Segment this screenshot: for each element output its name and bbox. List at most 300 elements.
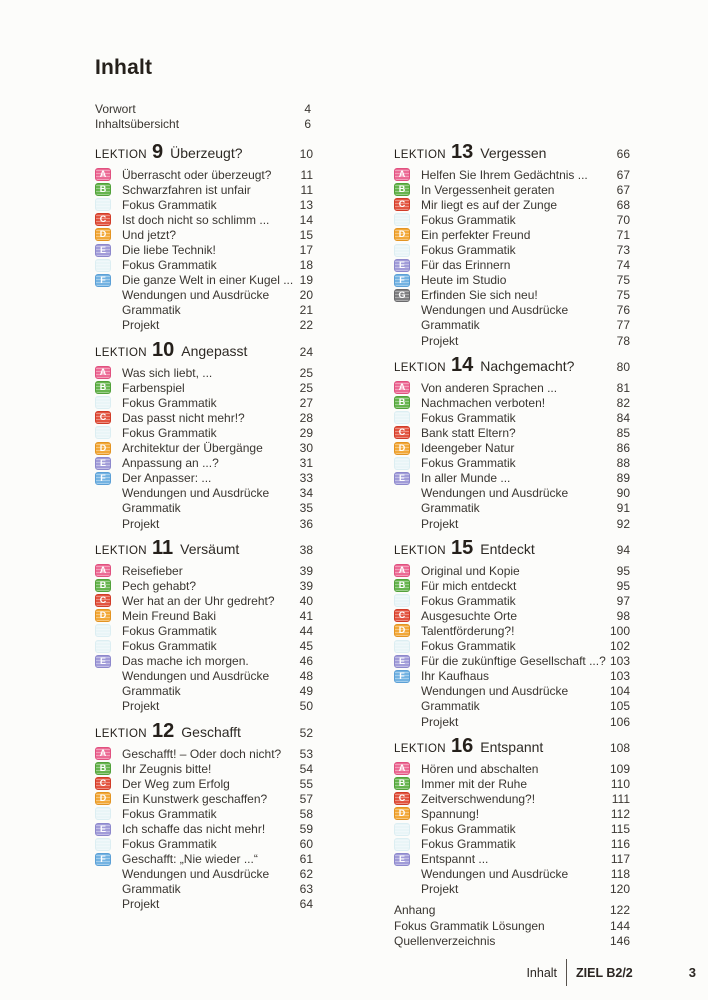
lesson-item: [95, 608, 313, 623]
section-letter-badge: D: [95, 442, 111, 455]
lesson-items: [95, 365, 313, 531]
lesson-item-title: Die ganze Welt in einer Kugel ...: [122, 273, 294, 288]
lesson-item-page: 57: [299, 791, 313, 806]
lesson-item-title: Grammatik: [122, 303, 181, 318]
lesson-item-page: 48: [299, 669, 313, 684]
lesson-item-title: Grammatik: [122, 684, 181, 699]
section-letter-badge: B: [394, 183, 410, 196]
lesson-item-title: Anpassung an ...?: [122, 456, 219, 471]
lesson-item-page: 84: [616, 410, 630, 425]
fokus-grammatik-badge: [394, 823, 410, 836]
lesson-item-title: Das passt nicht mehr!?: [122, 410, 245, 425]
lesson-item: [394, 761, 630, 776]
section-letter-badge: F: [95, 472, 111, 485]
lesson-item-title: Mein Freund Baki: [122, 608, 217, 623]
lesson-item: [95, 623, 313, 638]
lesson-item: [95, 806, 313, 821]
lesson-item-title: Und jetzt?: [122, 227, 177, 242]
section-letter-badge: A: [394, 168, 410, 181]
lesson-item: [394, 699, 630, 714]
lesson-item-title: Wendungen und Ausdrücke: [421, 486, 569, 501]
lesson-number: 14: [451, 354, 474, 377]
lesson-item-page: 86: [616, 441, 630, 456]
lesson-block: [394, 537, 630, 729]
lesson-item-page: 68: [616, 197, 630, 212]
section-letter-badge: C: [95, 594, 111, 607]
lesson-item: [394, 806, 630, 821]
fokus-grammatik-badge: [95, 426, 111, 439]
lesson-item: [95, 882, 313, 897]
lesson-item-title: Spannung!: [421, 806, 480, 821]
lesson-item: [95, 837, 313, 852]
lesson-title: Versäumt: [180, 541, 240, 558]
lesson-item: [394, 684, 630, 699]
lesson-item-title: Geschafft: „Nie wieder ...“: [122, 852, 258, 867]
footer-page-number: 3: [688, 965, 696, 980]
section-letter-badge: A: [95, 747, 111, 760]
lesson-item-title: Fokus Grammatik: [421, 639, 516, 654]
section-letter-badge: A: [394, 762, 410, 775]
lesson-item-title: Für die zukünftige Gesellschaft ...?: [421, 654, 606, 669]
lesson-page: 38: [299, 543, 313, 558]
lesson-item-page: 19: [299, 273, 313, 288]
lesson-item: [394, 578, 630, 593]
lesson-item: [95, 471, 313, 486]
lesson-item: [394, 882, 630, 897]
lesson-block: [95, 537, 313, 714]
section-letter-badge: D: [394, 228, 410, 241]
lesson-item: [394, 410, 630, 425]
lesson-title: Nachgemacht?: [480, 358, 575, 375]
lesson-item: [95, 273, 313, 288]
section-letter-badge: C: [394, 792, 410, 805]
toc-entry: [394, 903, 630, 918]
lesson-items: [394, 761, 630, 897]
lesson-item-title: Projekt: [421, 333, 459, 348]
fokus-grammatik-badge: [95, 838, 111, 851]
lesson-label: LEKTION: [394, 545, 447, 558]
section-letter-badge: C: [394, 426, 410, 439]
lesson-item-title: Talentförderung?!: [421, 623, 515, 638]
lesson-item: [95, 425, 313, 440]
lesson-item-page: 45: [299, 639, 313, 654]
lesson-item: [95, 501, 313, 516]
lesson-item-title: Original und Kopie: [421, 563, 520, 578]
lesson-item-page: 85: [616, 425, 630, 440]
lesson-block: [394, 354, 630, 531]
lesson-page: 80: [616, 360, 630, 375]
lesson-item-page: 103: [609, 654, 630, 669]
lesson-block: [95, 339, 313, 531]
lesson-item-page: 46: [299, 654, 313, 669]
lesson-item: [394, 791, 630, 806]
lesson-item-page: 15: [299, 227, 313, 242]
lesson-item-page: 112: [610, 806, 630, 821]
lesson-item-page: 62: [299, 867, 313, 882]
lesson-item: [95, 578, 313, 593]
lesson-items: [95, 167, 313, 333]
lesson-number: 9: [152, 141, 164, 163]
section-letter-badge: F: [95, 853, 111, 866]
lesson-item-title: Wendungen und Ausdrücke: [122, 486, 270, 501]
lesson-item: [95, 897, 313, 912]
lesson-item: [394, 837, 630, 852]
lesson-header: [394, 735, 630, 757]
lesson-item-title: Fokus Grammatik: [122, 258, 217, 273]
lesson-item-title: Fokus Grammatik: [122, 837, 217, 852]
lesson-item: [95, 852, 313, 867]
lesson-item: [394, 456, 630, 471]
lesson-item-page: 110: [610, 776, 630, 791]
section-letter-badge: A: [95, 168, 111, 181]
lesson-items: [394, 167, 630, 348]
lesson-item-title: Reisefieber: [122, 563, 183, 578]
section-letter-badge: F: [394, 274, 410, 287]
section-letter-badge: E: [95, 655, 111, 668]
toc-column-left: [95, 141, 313, 918]
lesson-item-title: Fokus Grammatik: [421, 837, 516, 852]
lesson-item-title: Der Anpasser: ...: [122, 471, 212, 486]
lesson-title: Geschafft: [181, 724, 241, 740]
lesson-item-page: 33: [299, 471, 313, 486]
lesson-item: [95, 380, 313, 395]
lesson-item: [95, 456, 313, 471]
lesson-item-page: 67: [616, 182, 630, 197]
lesson-item-page: 71: [616, 227, 630, 242]
lesson-item-title: Fokus Grammatik: [421, 243, 516, 258]
lesson-item-title: Grammatik: [122, 882, 181, 897]
section-letter-badge: B: [95, 579, 111, 592]
lesson-item-page: 111: [611, 791, 630, 806]
section-letter-badge: A: [95, 366, 111, 379]
lesson-title: Angepasst: [181, 343, 248, 360]
fokus-grammatik-badge: [95, 396, 111, 409]
lesson-header: [394, 354, 630, 376]
section-letter-badge: D: [394, 442, 410, 455]
lesson-item-title: Grammatik: [421, 699, 480, 714]
lesson-item: [394, 182, 630, 197]
lesson-item-page: 20: [299, 288, 313, 303]
lesson-number: 16: [451, 735, 474, 758]
lesson-label: LEKTION: [95, 728, 148, 740]
lesson-block: [394, 735, 630, 897]
section-letter-badge: D: [394, 807, 410, 820]
lesson-item-title: Fokus Grammatik: [122, 639, 217, 654]
fokus-grammatik-badge: [95, 259, 111, 272]
lesson-item-page: 103: [609, 669, 630, 684]
lesson-item-title: Fokus Grammatik: [122, 623, 217, 638]
lesson-item: [394, 486, 630, 501]
lesson-item: [394, 395, 630, 410]
lesson-item-page: 118: [610, 867, 630, 882]
lesson-item: [394, 227, 630, 242]
toc-entry-page: 6: [304, 116, 311, 131]
lesson-item: [394, 318, 630, 333]
lesson-header: [95, 537, 313, 559]
toc-entry-label: Inhaltsübersicht: [95, 116, 180, 131]
lesson-item-page: 109: [609, 761, 630, 776]
section-letter-badge: C: [95, 411, 111, 424]
lesson-item-title: Der Weg zum Erfolg: [122, 776, 230, 791]
lesson-item-page: 104: [609, 684, 630, 699]
fokus-grammatik-badge: [95, 640, 111, 653]
section-letter-badge: F: [95, 274, 111, 287]
lesson-number: 10: [152, 339, 175, 362]
lesson-item-page: 89: [616, 471, 630, 486]
fokus-grammatik-badge: [394, 411, 410, 424]
lesson-item-page: 39: [299, 563, 313, 578]
lesson-item-page: 39: [299, 578, 313, 593]
lesson-item-page: 30: [299, 441, 313, 456]
lesson-header: [394, 141, 630, 163]
lesson-item: [394, 593, 630, 608]
lesson-item-page: 116: [610, 837, 630, 852]
lesson-label: LEKTION: [394, 743, 447, 756]
lesson-label: LEKTION: [394, 149, 447, 161]
lesson-item-page: 74: [616, 258, 630, 273]
lesson-item-page: 55: [299, 776, 313, 791]
section-letter-badge: F: [394, 670, 410, 683]
lesson-item-page: 14: [299, 212, 313, 227]
toc-entry-page: 144: [609, 918, 630, 933]
lesson-label: LEKTION: [95, 347, 148, 360]
front-matter-list: [95, 101, 311, 131]
section-letter-badge: E: [95, 244, 111, 257]
lesson-item-title: Farbenspiel: [122, 380, 185, 395]
section-letter-badge: C: [394, 609, 410, 622]
lesson-item-title: Ihr Kaufhaus: [421, 669, 490, 684]
lesson-item: [394, 471, 630, 486]
lesson-item-title: Was sich liebt, ...: [122, 365, 213, 380]
lesson-item-page: 91: [616, 501, 630, 516]
lesson-item: [95, 303, 313, 318]
lesson-item-page: 100: [609, 623, 630, 638]
lesson-item-page: 49: [299, 684, 313, 699]
lesson-item-title: Hören und abschalten: [421, 761, 539, 776]
lesson-item-page: 27: [299, 395, 313, 410]
lesson-item-page: 17: [299, 243, 313, 258]
lesson-label: LEKTION: [95, 545, 148, 558]
lesson-item-page: 58: [299, 806, 313, 821]
lesson-item-title: Architektur der Übergänge: [122, 441, 263, 456]
lesson-item: [394, 654, 630, 669]
section-letter-badge: B: [95, 381, 111, 394]
lesson-item: [394, 852, 630, 867]
lesson-item: [95, 516, 313, 531]
lesson-item-title: Wendungen und Ausdrücke: [421, 684, 569, 699]
lesson-item: [394, 441, 630, 456]
lesson-item-page: 120: [609, 882, 630, 897]
lesson-item-title: Ich schaffe das nicht mehr!: [122, 822, 266, 837]
lesson-item: [95, 212, 313, 227]
lesson-item: [394, 501, 630, 516]
lesson-item-page: 25: [299, 380, 313, 395]
toc-entry-page: 122: [609, 903, 630, 918]
lesson-item-page: 11: [300, 167, 313, 182]
lesson-item-page: 98: [616, 608, 630, 623]
section-letter-badge: C: [95, 213, 111, 226]
lesson-item: [95, 441, 313, 456]
lesson-item-title: Grammatik: [421, 318, 480, 333]
toc-entry-label: Vorwort: [95, 101, 136, 116]
lesson-item-title: Ein Kunstwerk geschaffen?: [122, 791, 268, 806]
section-letter-badge: E: [394, 472, 410, 485]
lesson-item: [394, 563, 630, 578]
lesson-item: [95, 669, 313, 684]
page-footer: [526, 959, 696, 986]
section-letter-badge: B: [394, 579, 410, 592]
lesson-item: [394, 639, 630, 654]
lesson-item-page: 60: [299, 837, 313, 852]
lesson-block: [95, 720, 313, 912]
fokus-grammatik-badge: [394, 838, 410, 851]
lesson-item-title: Fokus Grammatik: [122, 395, 217, 410]
lesson-item: [394, 776, 630, 791]
lesson-item-page: 13: [299, 197, 313, 212]
lesson-item: [394, 167, 630, 182]
lesson-item: [394, 303, 630, 318]
lesson-item-page: 82: [616, 395, 630, 410]
section-letter-badge: B: [95, 762, 111, 775]
lesson-label: LEKTION: [95, 149, 148, 161]
lesson-item-page: 18: [299, 258, 313, 273]
lesson-item-page: 76: [616, 303, 630, 318]
lesson-items: [95, 563, 313, 714]
lesson-item-title: Pech gehabt?: [122, 578, 197, 593]
lesson-number: 13: [451, 141, 474, 163]
lesson-item: [95, 258, 313, 273]
toc-entry: [95, 101, 311, 116]
lesson-item-page: 11: [300, 182, 313, 197]
lesson-item: [394, 273, 630, 288]
lesson-title: Entdeckt: [480, 541, 535, 558]
lesson-item-page: 41: [299, 608, 313, 623]
lesson-page: 24: [299, 345, 313, 360]
lesson-item: [95, 167, 313, 182]
lesson-item-title: Ihr Zeugnis bitte!: [122, 761, 212, 776]
lesson-item: [95, 197, 313, 212]
lesson-item-page: 75: [616, 273, 630, 288]
lesson-item: [95, 182, 313, 197]
section-letter-badge: C: [394, 198, 410, 211]
lesson-item-title: In Vergessenheit geraten: [421, 182, 555, 197]
fokus-grammatik-badge: [394, 244, 410, 257]
lesson-item-title: Wer hat an der Uhr gedreht?: [122, 593, 275, 608]
lesson-item-title: Wendungen und Ausdrücke: [421, 303, 569, 318]
section-letter-badge: D: [95, 792, 111, 805]
lesson-header: [95, 339, 313, 361]
lesson-item-title: Von anderen Sprachen ...: [421, 380, 558, 395]
lesson-item-title: Ist doch nicht so schlimm ...: [122, 212, 270, 227]
lesson-item: [394, 425, 630, 440]
lesson-header: [95, 141, 313, 163]
lesson-item: [394, 623, 630, 638]
lesson-item-title: Ausgesuchte Orte: [421, 608, 518, 623]
lesson-number: 15: [451, 537, 474, 560]
lesson-item: [95, 365, 313, 380]
lesson-item-title: Überrascht oder überzeugt?: [122, 167, 272, 182]
lesson-item-title: Ein perfekter Freund: [421, 227, 531, 242]
lesson-item-page: 81: [616, 380, 630, 395]
lesson-item: [95, 791, 313, 806]
lesson-item: [95, 761, 313, 776]
lesson-number: 11: [152, 537, 174, 560]
section-letter-badge: D: [394, 624, 410, 637]
lesson-title: Entspannt: [480, 739, 544, 756]
lesson-item-title: Für das Erinnern: [421, 258, 511, 273]
lesson-item-page: 59: [299, 822, 313, 837]
lesson-item: [95, 639, 313, 654]
toc-entry-page: 4: [304, 101, 311, 116]
lesson-page: 52: [299, 726, 313, 740]
lesson-item-title: Erfinden Sie sich neu!: [421, 288, 538, 303]
section-letter-badge: A: [394, 381, 410, 394]
lesson-item: [95, 410, 313, 425]
lesson-item-title: Mir liegt es auf der Zunge: [421, 197, 558, 212]
lesson-page: 10: [299, 147, 313, 161]
lesson-item-page: 40: [299, 593, 313, 608]
lesson-header: [394, 537, 630, 559]
lesson-item-title: Die liebe Technik!: [122, 243, 216, 258]
lesson-label: LEKTION: [394, 362, 447, 375]
lesson-item-title: Wendungen und Ausdrücke: [122, 288, 270, 303]
lesson-item-title: Fokus Grammatik: [421, 822, 516, 837]
lesson-item-title: Projekt: [122, 516, 160, 531]
lesson-item: [394, 516, 630, 531]
lesson-item-title: Zeitverschwendung?!: [421, 791, 536, 806]
toc-entry: [394, 918, 630, 933]
lesson-item-page: 29: [299, 425, 313, 440]
toc-column-right: [394, 141, 630, 948]
lesson-item-title: Fokus Grammatik: [122, 197, 217, 212]
toc-entry-label: Fokus Grammatik Lösungen: [394, 918, 545, 933]
lesson-item-page: 34: [299, 486, 313, 501]
lesson-item: [95, 288, 313, 303]
lesson-item-page: 64: [299, 897, 313, 912]
lesson-item-page: 88: [616, 456, 630, 471]
lesson-item-page: 77: [616, 318, 630, 333]
lesson-item-page: 97: [616, 593, 630, 608]
lesson-item-title: Projekt: [122, 897, 160, 912]
lesson-item-title: Heute im Studio: [421, 273, 507, 288]
lesson-item: [95, 227, 313, 242]
section-letter-badge: D: [95, 228, 111, 241]
lesson-items: [394, 380, 630, 531]
lesson-item-page: 105: [609, 699, 630, 714]
lesson-page: 66: [616, 147, 630, 161]
lesson-header: [95, 720, 313, 742]
lesson-item-page: 67: [616, 167, 630, 182]
lesson-item-title: Bank statt Eltern?: [421, 425, 516, 440]
lesson-item-title: Projekt: [421, 516, 459, 531]
lesson-item: [95, 746, 313, 761]
lesson-item: [95, 699, 313, 714]
section-letter-badge: E: [394, 259, 410, 272]
lesson-item-title: Geschafft! – Oder doch nicht?: [122, 746, 282, 761]
lesson-item-page: 28: [299, 410, 313, 425]
lesson-item-title: Fokus Grammatik: [122, 425, 217, 440]
lesson-item-page: 95: [616, 563, 630, 578]
lesson-item-title: Grammatik: [122, 501, 181, 516]
lesson-item-title: Projekt: [122, 699, 160, 714]
section-letter-badge: B: [95, 183, 111, 196]
lesson-items: [95, 746, 313, 912]
toc-entry-label: Quellenverzeichnis: [394, 933, 496, 948]
fokus-grammatik-badge: [95, 807, 111, 820]
lesson-item-page: 70: [616, 212, 630, 227]
section-letter-badge: B: [394, 777, 410, 790]
lesson-item-page: 21: [299, 303, 313, 318]
